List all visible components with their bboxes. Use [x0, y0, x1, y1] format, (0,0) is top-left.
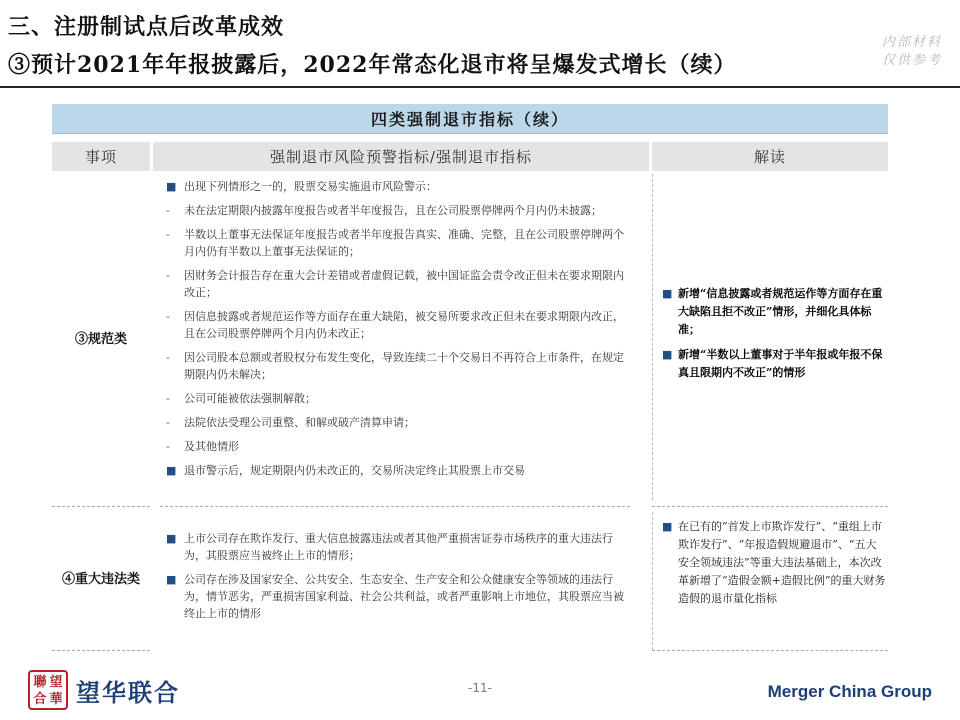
row-divider — [652, 506, 888, 507]
interpretation-major-violation — [660, 518, 886, 608]
spacer — [660, 339, 886, 346]
interpretation-text: 新增“信息披露或者规范运作等方面存在重大缺陷且拒不改正”情形，并细化具体标准； — [678, 287, 883, 336]
dash-bullet-icon: - — [166, 310, 170, 323]
bullet-item — [160, 462, 630, 479]
interpretation-item — [660, 518, 886, 608]
page-subtitle: ③预计2021年年报披露后，2022年常态化退市将呈爆发式增长（续） — [8, 52, 737, 78]
spacer — [160, 431, 630, 438]
text: 未在法定期限内 — [184, 204, 261, 217]
row-divider — [52, 506, 150, 507]
text: 因公司股本总额或者股权分布发生变化，导致连续二十个交易日不再符合上市条件，在规定期限内仍未解决； — [184, 351, 624, 381]
square-bullet-icon: ■ — [166, 532, 177, 545]
bold-text: 退市警示后，规定期限内仍未改正的，交易所决定终止其股票上市交易 — [184, 464, 525, 477]
brand-name: 望华联合 — [76, 677, 180, 707]
spacer — [160, 342, 630, 349]
interpretation-item — [660, 285, 886, 339]
text: ，被交易所要求改正但未在要求期限内改正，且在公司股票停牌两个月内仍未改正； — [184, 310, 624, 340]
bold-text: 披露 — [261, 204, 283, 217]
spacer — [160, 195, 630, 202]
category-cell-regulatory: ③规范类 — [74, 331, 127, 347]
interpretation-regulatory — [660, 285, 886, 382]
dash-bullet-icon: - — [166, 269, 170, 282]
column-header-interpretation: 解读 — [652, 142, 888, 171]
text: ： — [426, 180, 437, 193]
text: 公司存在涉及国家安全、公共安全、生态安全、生产安全和公众健康安全等领域的违法行为，情节恶劣，严重损害国家利益、社会公共利益，或者严重影响上市地位，其股票应当被终止上市的情形 — [184, 573, 624, 620]
interpretation-text: 新增“半数以上董事对于半年报或年报不保真且限期内不改正”的情形 — [678, 348, 883, 379]
bullet-item — [160, 530, 630, 564]
square-bullet-icon: ■ — [662, 348, 673, 361]
text: 上市公司存在欺诈发行、重大信息披露违法或者其他严重损害证券市场秩序的重大违法行为，其股票应当被终止上市的情形； — [184, 532, 613, 562]
bold-text: 重大会计差错或者虚假记载 — [283, 269, 415, 282]
dash-bullet-icon: - — [166, 416, 170, 429]
page-title: 三、注册制试点后改革成效 — [8, 14, 285, 40]
dash-bullet-icon: - — [166, 228, 170, 241]
text: 及其他情形 — [184, 440, 239, 453]
spacer — [160, 407, 630, 414]
text: 无法保证年度报告或者半年度报告真实、准确、完整，且在公司股票停牌两个月内仍有半数以上董事无法保证的； — [184, 228, 624, 258]
column-divider — [652, 512, 653, 650]
title-divider — [0, 86, 960, 88]
column-divider — [652, 174, 653, 500]
bold-text: 半数以上董事 — [184, 228, 250, 241]
text: 在已有的“首发上市欺诈发行”、“重组上市欺诈发行”、“年报造假规避退市”、“五大安全领域违法”等重大违法基础上，本次改革 — [678, 520, 882, 587]
table-banner: 四类强制退市指标（续） — [52, 104, 888, 134]
bold-text: 退市风险警示 — [360, 180, 426, 193]
spacer — [160, 455, 630, 462]
spacer — [160, 219, 630, 226]
row-divider — [52, 650, 150, 651]
text: ，被中国证监会责令改正但未在要求期限内改正； — [184, 269, 624, 299]
seal-char: 華 — [49, 692, 63, 707]
page-number: -11- — [468, 681, 492, 695]
text: 法院依法受理公司重整、和解或破产清算申请； — [184, 416, 415, 429]
text: 因财务会计报告存在 — [184, 269, 283, 282]
watermark — [882, 34, 942, 70]
indicator-list-regulatory — [160, 178, 630, 479]
text: 公司可能被依法强制解散； — [184, 392, 316, 405]
square-bullet-icon: ■ — [166, 464, 177, 477]
dash-bullet-icon: - — [166, 204, 170, 217]
text: 因 — [184, 310, 195, 323]
dash-item — [160, 438, 630, 455]
company-name: Merger China Group — [767, 682, 932, 701]
indicator-list-major-violation — [160, 530, 630, 622]
dash-item — [160, 390, 630, 407]
dash-item — [160, 414, 630, 431]
dash-item — [160, 202, 630, 219]
bullet-item — [160, 571, 630, 622]
watermark-line-2: 仅供参考 — [881, 53, 942, 68]
text: 年度报告或者半年度报告，且在公司股票停牌两个月内仍未披露； — [283, 204, 602, 217]
spacer — [160, 301, 630, 308]
dash-item — [160, 308, 630, 342]
dash-item — [160, 226, 630, 260]
bold-text: 信息披露或者规范运作等方面存在重大缺陷 — [195, 310, 404, 323]
interpretation-item — [660, 346, 886, 382]
spacer — [160, 260, 630, 267]
seal-char: 合 — [33, 692, 47, 707]
seal-char: 望 — [49, 675, 63, 690]
category-cell-major-violation: ④重大违法类 — [61, 571, 140, 587]
text: 出现下列情形之一的，股票交易实施 — [184, 180, 360, 193]
column-header-indicator: 强制退市风险预警指标/强制退市指标 — [153, 142, 649, 171]
column-header-item: 事项 — [52, 142, 150, 171]
row-divider — [652, 650, 888, 651]
spacer — [160, 564, 630, 571]
row-divider — [160, 506, 630, 507]
square-bullet-icon: ■ — [662, 520, 673, 533]
bold-text: 新增了“造假金额+造假比例”的重大财务造假的退市量化指标 — [678, 574, 886, 605]
dash-bullet-icon: - — [166, 392, 170, 405]
dash-item — [160, 267, 630, 301]
bullet-item — [160, 178, 630, 195]
dash-bullet-icon: - — [166, 351, 170, 364]
seal-char: 聯 — [33, 675, 47, 690]
dash-bullet-icon: - — [166, 440, 170, 453]
square-bullet-icon: ■ — [166, 180, 177, 193]
square-bullet-icon: ■ — [662, 287, 673, 300]
square-bullet-icon: ■ — [166, 573, 177, 586]
watermark-line-1: 内部材料 — [881, 35, 942, 50]
spacer — [160, 383, 630, 390]
dash-item — [160, 349, 630, 383]
